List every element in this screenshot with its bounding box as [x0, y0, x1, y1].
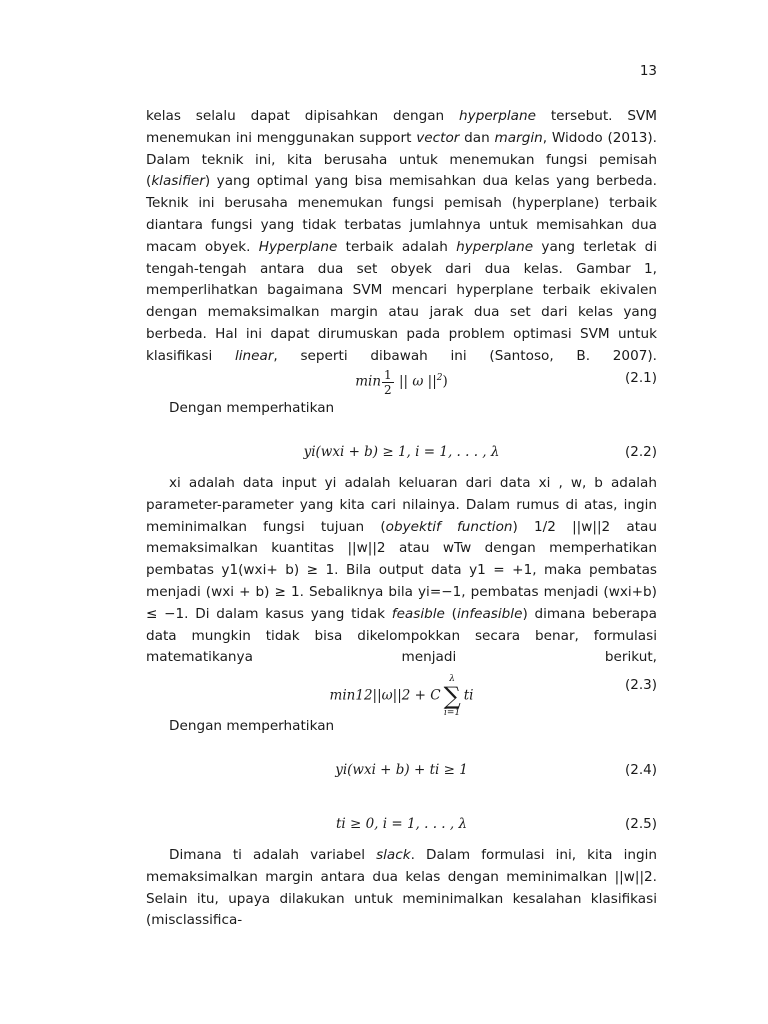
italic-run: feasible	[391, 605, 445, 622]
italic-run: slack	[376, 847, 411, 863]
eq1-number: (2.1)	[624, 370, 657, 386]
eq2-math: yi(wxi + b) ≥ 1, i = 1, . . . , λ	[303, 444, 500, 460]
text-run: , Widodo (2013). Dalam teknik ini, kita berusaha untuk menemukan fungsi pemisah (	[146, 129, 657, 190]
text-run: ) 1/2 ||w||2 atau memaksimalkan kuantitas ||w||2 atau wTw dengan memperhatikan pembatas y1(wxi+ b) ≥ 1. Bila output data y1 = +1, maka pembatas menjadi (wxi + b) ≥ 1. Sebaliknya bila yi=−1, pembatas menjadi (wxi+b) ≤ −1. Di dalam kasus yang tidak	[146, 518, 657, 622]
equation-2-1	[146, 367, 657, 397]
eq5-math: ti ≥ 0, i = 1, . . . , λ	[335, 816, 468, 832]
italic-run: vector	[416, 129, 460, 146]
text-run: xi adalah data input yi adalah keluaran dari data xi , w, b adalah parameter-parameter yang kita cari nilainya. Dalam rumus di atas, ingin meminimalkan fungsi tujuan (	[146, 475, 657, 535]
text-run: yang terletak di tengah-tengah antara dua set obyek dari dua kelas. Gambar 1, memperlihatkan bagaimana SVM mencari hyperplane terbaik ekivalen dengan memaksimalkan margin atau jarak dua set dari kelas yang berbeda. Hal ini dapat dirumuskan pada problem optimasi SVM untuk klasifikasi	[146, 238, 657, 364]
italic-run: infeasible	[456, 605, 523, 622]
page-number: 13	[639, 63, 657, 79]
italic-run: hyperplane	[459, 108, 536, 124]
paragraph-3	[146, 845, 657, 932]
paragraph-2	[146, 473, 657, 669]
equation-2-5	[146, 813, 657, 837]
text-run: tersebut. SVM menemukan ini menggunakan support	[146, 108, 657, 146]
equation-2-4	[146, 759, 657, 783]
text-run: ) yang optimal yang bisa memisahkan dua kelas yang berbeda. Teknik ini berusaha menemukan fungsi pemisah (hyperplane) terbaik diantara fungsi yang tidak terbatas jumlahnya untuk memisahkan dua macam obyek.	[146, 173, 657, 255]
italic-run: linear	[234, 347, 274, 364]
italic-run: margin	[494, 129, 543, 146]
paragraph-1	[146, 106, 657, 368]
eq3-post: ti	[463, 687, 474, 704]
eq1-min: min	[355, 373, 382, 390]
italic-run: Hyperplane	[258, 238, 338, 255]
eq4-math: yi(wxi + b) + ti ≥ 1	[335, 762, 468, 778]
text-run: . Dalam formulasi ini, kita ingin memaksimalkan margin antara dua kelas dengan meminimalkan ||w||2. Selain itu, upaya dilakukan untuk meminimalkan kesalahan klasifikasi (misclassifica-	[146, 847, 657, 929]
eq1-exponent: 2	[436, 373, 443, 383]
text-run: Dimana ti adalah variabel	[169, 847, 377, 863]
italic-run: hyperplane	[456, 238, 534, 255]
eq5-number: (2.5)	[624, 816, 657, 832]
text-run: terbaik adalah	[337, 238, 457, 255]
text-run: (	[444, 605, 457, 622]
text-run: , seperti dibawah ini (Santoso, B. 2007).	[273, 347, 658, 364]
eq1-fraction: $\frac{1}{2}$	[384, 367, 392, 397]
text-run: dan	[459, 129, 495, 146]
eq2-number: (2.2)	[624, 444, 657, 460]
eq3-summation: λ ∑ i=1	[443, 674, 461, 718]
eq4-number: (2.4)	[624, 762, 657, 778]
eq3-number: (2.3)	[624, 677, 657, 693]
italic-run: obyektif function	[385, 518, 513, 535]
eq3-pre: min12||ω||2 + C	[329, 687, 441, 704]
text-run: ) dimana beberapa data mungkin tidak bisa dikelompokkan secara benar, formulasi matematikanya menjadi berikut,	[146, 605, 658, 666]
equation-2-3	[146, 674, 657, 718]
eq1-close: )	[442, 373, 448, 390]
dengan-memperhatikan-2: Dengan memperhatikan	[169, 718, 335, 734]
equation-2-2	[146, 441, 657, 465]
eq1-norm: || ω ||	[398, 373, 437, 390]
text-run: kelas selalu dapat dipisahkan dengan	[146, 108, 460, 124]
dengan-memperhatikan-1: Dengan memperhatikan	[169, 400, 335, 416]
italic-run: klasifier	[151, 173, 205, 190]
